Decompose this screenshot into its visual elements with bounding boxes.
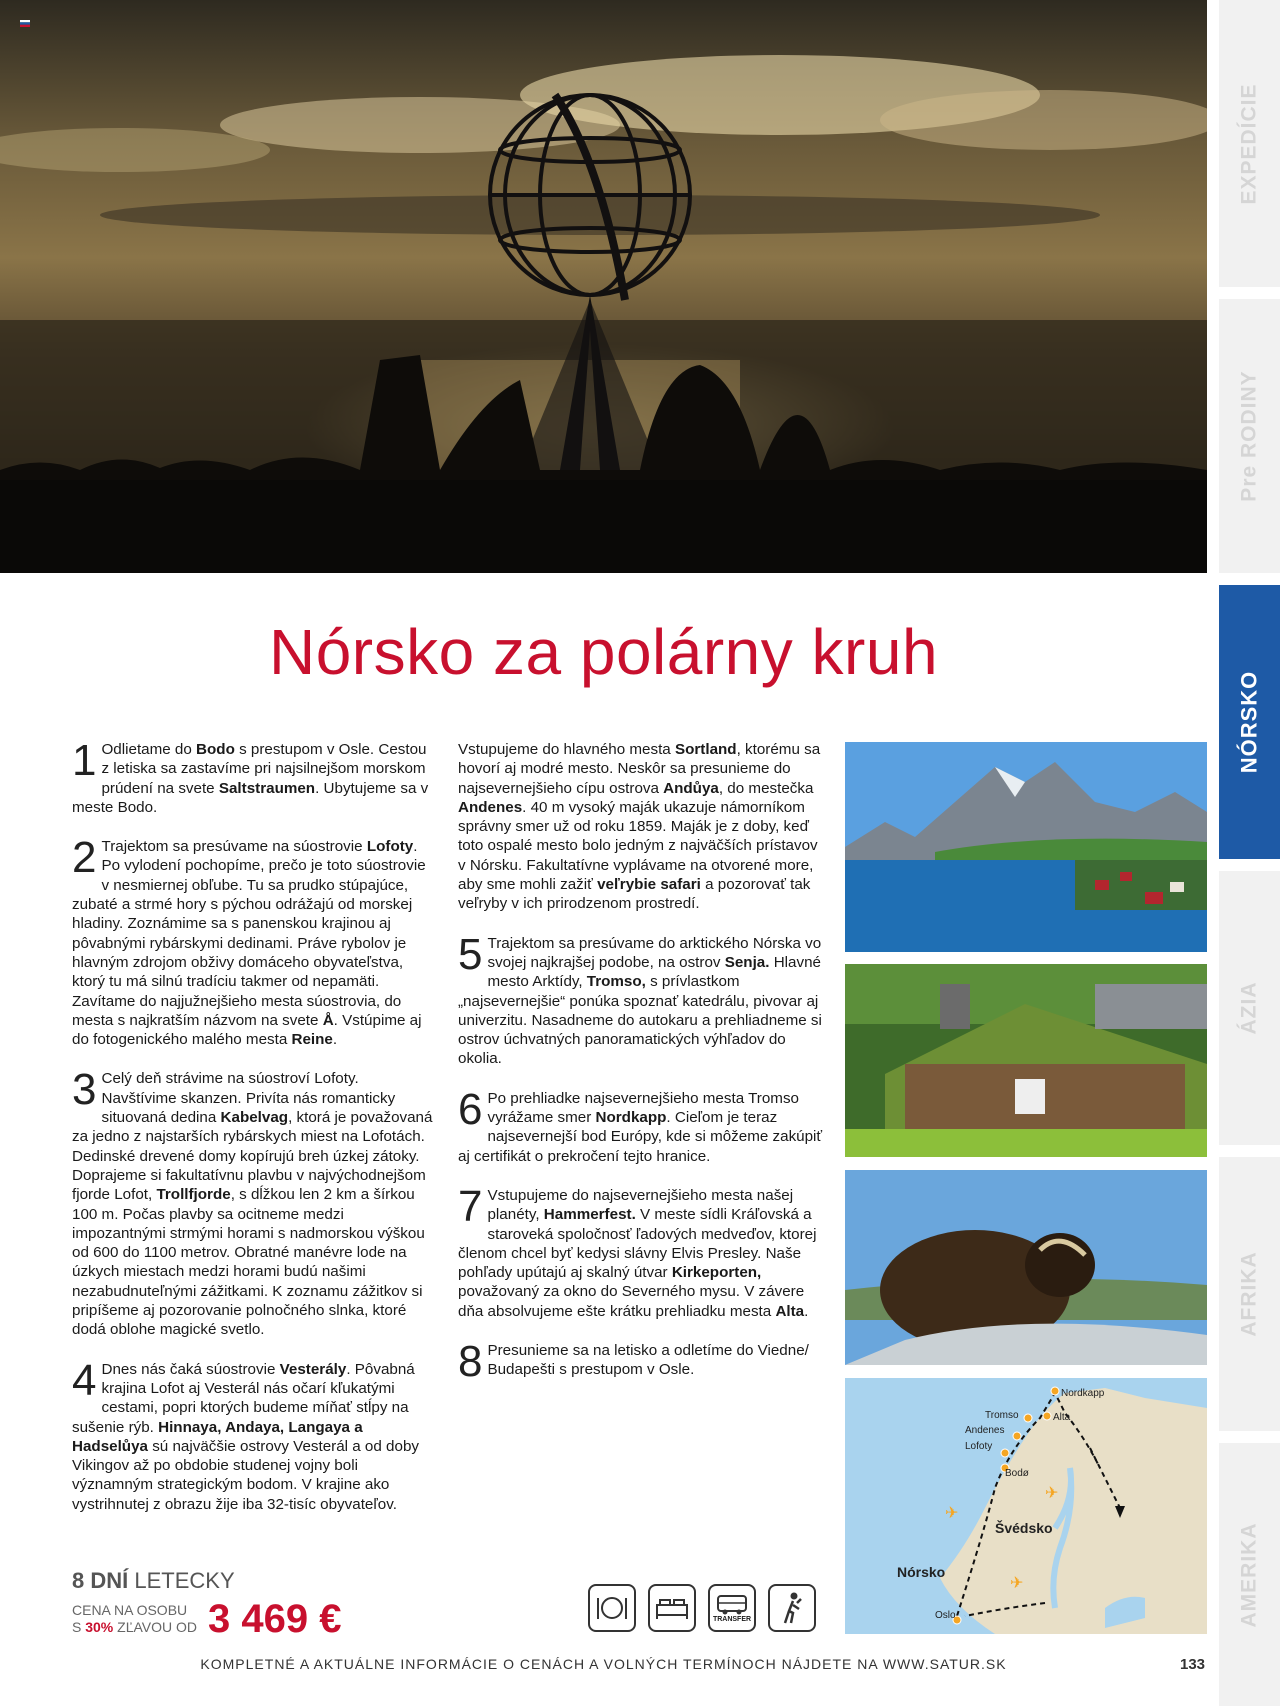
map-label-norsko: Nórsko: [897, 1564, 946, 1580]
svg-text:✈: ✈: [1045, 1485, 1059, 1502]
map-label-svedsko: Švédsko: [995, 1520, 1053, 1536]
svg-text:✈: ✈: [1010, 1575, 1024, 1592]
map-label-tromso: Tromso: [985, 1410, 1019, 1421]
flag-icon: [20, 20, 30, 27]
day-2: 2 Trajektom sa presúvame na súostrovie Lofoty. Po vylodení pochopíme, prečo je toto súostrovie v nesmiernej obľube. Tu sa prudko stúpajúce, zubaté a strmé hory s pýchou odrážajú od morskej hladiny. Zoznámime sa s panenskou krajinou aj pôvabnými rybárskymi dedinami. Práve rybolov je hlavným zdrojom obživy domáceho obyvateľstva, ktorý tu má silnú tradíciu takmer od nepamäti. Zavítame do najjužnejšieho mesta súostrovia, do mesta s najkratším názvom na svete Å. Vstúpime aj do fotogenického malého mesta Reine.: [72, 833, 426, 1049]
day-4-continued: Vstupujeme do hlavného mesta Sortland, ktorému sa hovorí aj modré mesto. Neskôr sa presunieme do najsevernejšieho cípu ostrova Andůya, do mestečka Andenes. 40 m vysoký maják ukazuje námorníkom správny smer už od roku 1859. Maják je z doby, keď toto ospalé mesto bolo jedným z najväčších prístavov v Nórsku. Fakultatívne vyplávame na otvorené more, aby sme mohli zažiť veľrybie safari a pozorovať tak veľryby v ich prirodzenom prostredí.: [458, 741, 821, 913]
bed-icon: [648, 1584, 696, 1632]
footer-info: KOMPLETNÉ A AKTUÁLNE INFORMÁCIE O CENÁCH A VOLNÝCH TERMÍNOCH NÁJDETE NA WWW.SATUR.SK: [200, 1656, 1007, 1672]
meals-icon: [588, 1584, 636, 1632]
tab-expedicie[interactable]: EXPEDÍCIE: [1219, 0, 1280, 287]
price-label: CENA NA OSOBU S 30% ZĽAVOU OD: [72, 1602, 198, 1635]
photo-lofoten-fjord: [845, 742, 1207, 952]
day-6: 6 Po prehliadke najsevernejšieho mesta Tromso vyrážame smer Nordkapp. Cieľom je teraz najsevernejší bod Európy, kde si môžeme zakúpiť aj certifikát o prekročení tejto hranice.: [458, 1084, 823, 1165]
photo-grass-roof-cabin: [845, 964, 1207, 1157]
map-label-alta: Alta: [1053, 1412, 1071, 1423]
day-8: 8 Presunieme sa na letisko a odletíme do Viedne/ Budapešti s prestupom v Osle.: [458, 1337, 809, 1387]
page-title: Nórsko za polárny kruh: [268, 616, 939, 688]
itinerary-column-left: [72, 736, 437, 1534]
service-icons: [588, 1584, 816, 1632]
map-label-andenes: Andenes: [965, 1425, 1005, 1436]
page-number: 133: [1180, 1656, 1206, 1673]
day-1: 1 Odlietame do Bodo s prestupom v Osle. Cestou z letiska sa zastavíme pri najsilnejšom morskom prúdení na svete Saltstraumen. Ubytujeme sa v meste Bodo.: [72, 736, 429, 816]
map-label-lofoty: Lofoty: [965, 1441, 993, 1452]
tab-pre-rodiny[interactable]: Pre RODINY: [1219, 299, 1280, 573]
tab-norsko[interactable]: NÓRSKO: [1219, 585, 1280, 859]
tab-afrika[interactable]: AFRIKA: [1219, 1157, 1280, 1431]
day-7: 7 Vstupujeme do najsevernejšieho mesta našej planéty, Hammerfest. V meste sídli Kráľovská a staroveká spoločnosť ľadových medveďov, ktorej členom chcel byť kedysi slávny Elvis Presley. Naše pohľady upútajú aj skalný útvar Kirkeporten, považovaný za okno do Severného mysu. V závere dňa absolvujeme ešte krátku prehliadku mesta Alta.: [458, 1181, 817, 1320]
day-4: 4 Dnes nás čaká súostrovie Vesterály. Pôvabná krajina Lofot aj Vesterál nás očarí kľukatými cestami, popri ktorých budeme míňať stĺpy na sušenie rýb. Hinnaya, Andaya, Langaya a Hadselůya sú najväčšie ostrovy Vesterál a od doby Vikingov až po obdobie studenej vojny boli významným strategickým bodom. V krajine ako vystrihnutej z obrazu žije iba 32-tisíc obyvateľov.: [72, 1355, 419, 1513]
price-value: 3 469 €: [208, 1597, 342, 1641]
hero-photo-nordkapp-globe: [0, 0, 1207, 573]
tab-azia[interactable]: ÁZIA: [1219, 871, 1280, 1145]
bus-transfer-icon: TRANSFER: [708, 1584, 756, 1632]
photo-musk-ox: [845, 1170, 1207, 1365]
itinerary-column-right: [458, 740, 823, 1400]
day-3: 3 Celý deň strávime na súostroví Lofoty. Navštívime skanzen. Privíta nás romanticky situovaná dedina Kabelvag, ktorá je považovaná za jedno z najstarších rybárskych miest na Lofotách. Dedinské drevené domy kopírujú breh úzkej zátoky. Doprajeme si fakultatívnu plavbu v najvýchodnejšom fjorde Lofot, Trollfjorde, s dĺžkou len 2 km a šírkou 100 m. Počas plavby sa ocitneme medzi impozantnými strmými horami s nadmorskou výškou od 600 do 1100 metrov. Obratné manévre lode na úzkych miestach medzi horami budú našimi nezabudnuteľnými zážitkami. K zoznamu zážitkov si pripíšeme aj pozorovanie polnočného slnka, ktoré dodá oblohe magické svetlo.: [72, 1065, 433, 1339]
map-label-nordkapp: Nordkapp: [1061, 1388, 1105, 1399]
svg-text:✈: ✈: [945, 1505, 959, 1522]
hiking-icon: [768, 1584, 816, 1632]
map-label-bodo: Bodø: [1005, 1468, 1029, 1479]
trip-duration: 8 DNÍ LETECKY: [72, 1568, 235, 1593]
section-tabs: [1219, 0, 1280, 1706]
tab-amerika[interactable]: AMERIKA: [1219, 1443, 1280, 1706]
map-label-oslo: Oslo: [935, 1610, 956, 1621]
route-map: [845, 1378, 1207, 1634]
day-5: 5 Trajektom sa presúvame do arktického Nórska vo svojej najkrajšej podobe, na ostrov Senja. Hlavné mesto Arktídy, Tromso, s prívlastkom „najsevernejšie“ ponúka spoznať katedrálu, pivovar aj univerzitu. Nasadneme do autokaru a prehliadneme si ostrov úchvatných panoramatických výhľadov do okolia.: [458, 929, 822, 1068]
